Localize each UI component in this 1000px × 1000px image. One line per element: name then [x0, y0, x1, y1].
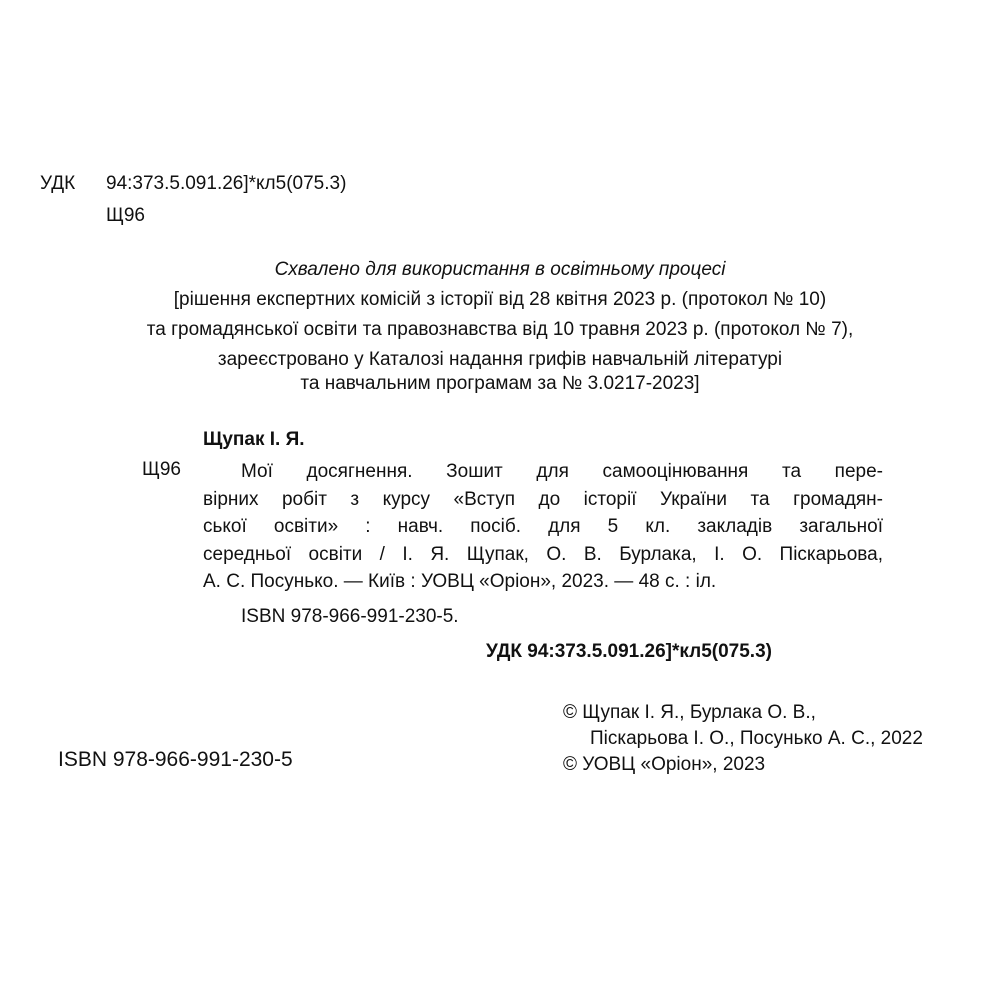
author-mark: Щ96	[106, 205, 145, 226]
copyright-line: Піскарьова І. О., Посунько А. С., 2022	[590, 728, 923, 749]
bibliographic-description	[203, 458, 883, 596]
description-line: ської освіти» : навч. посіб. для 5 кл. закладів загальної	[203, 516, 883, 537]
description-line: А. С. Посунько. — Київ : УОВЦ «Оріон», 2023. — 48 с. : іл.	[203, 571, 717, 592]
udk-code: 94:373.5.091.26]*кл5(075.3)	[106, 173, 347, 194]
isbn-inline: ISBN 978-966-991-230-5.	[241, 606, 459, 627]
description-line: середньої освіти / І. Я. Щупак, О. В. Бурлака, І. О. Піскарьова,	[203, 543, 883, 565]
description-line: Мої досягнення. Зошит для самооцінювання та пере-	[241, 461, 883, 482]
description-line: вірних робіт з курсу «Вступ до історії України та громадян-	[203, 488, 883, 510]
copyright-line: © Щупак І. Я., Бурлака О. В.,	[563, 702, 816, 723]
approval-line: та навчальним програмам за № 3.0217-2023]	[300, 373, 700, 394]
udk-full: УДК 94:373.5.091.26]*кл5(075.3)	[486, 641, 772, 662]
approval-title: Схвалено для використання в освітньому процесі	[274, 259, 726, 280]
isbn-footer: ISBN 978-966-991-230-5	[58, 748, 293, 771]
udk-label: УДК	[40, 173, 76, 194]
approval-line: [рішення експертних комісій з історії від 28 квітня 2023 р. (протокол № 10)	[173, 289, 827, 310]
author-name: Щупак І. Я.	[203, 429, 305, 450]
approval-line: зареєстровано у Каталозі надання грифів навчальній літературі	[217, 349, 783, 370]
approval-line: та громадянської освіти та правознавства від 10 травня 2023 р. (протокол № 7),	[146, 319, 854, 340]
copyright-line: © УОВЦ «Оріон», 2023	[563, 754, 766, 775]
author-mark-left: Щ96	[142, 459, 181, 480]
